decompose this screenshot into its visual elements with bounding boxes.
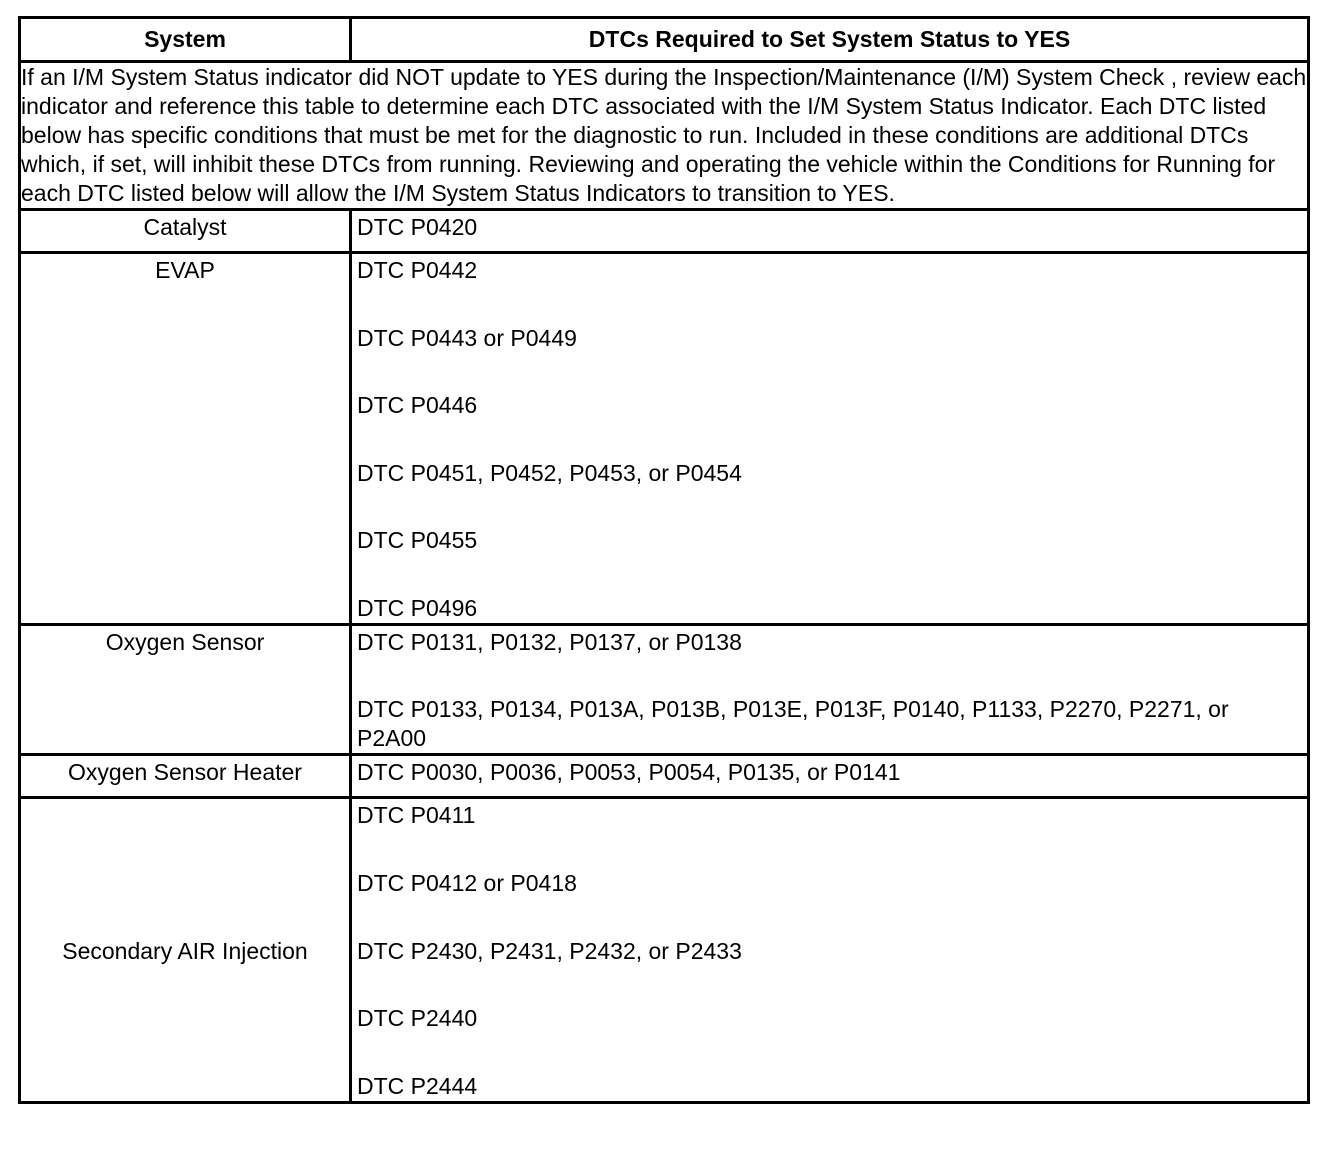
table-row-secondary-air-injection	[20, 798, 1309, 1103]
system-name: EVAP	[20, 253, 351, 625]
table-row-evap	[20, 253, 1309, 625]
dtc-item: DTC P0420	[357, 214, 478, 240]
header-dtcs: DTCs Required to Set System Status to YES	[351, 18, 1309, 62]
dtc-item: DTC P2430, P2431, P2432, or P2433	[357, 938, 742, 964]
dtc-item: DTC P2440	[357, 1005, 478, 1031]
table-row-oxygen-sensor	[20, 625, 1309, 755]
dtc-item: DTC P0446	[357, 392, 478, 418]
im-system-dtc-table	[18, 16, 1310, 1104]
dtc-item: DTC P0496	[357, 595, 478, 621]
intro-text: If an I/M System Status indicator did NOT update to YES during the Inspection/Maintenance (I/M) System Check , review each indicator and reference this table to determine each DTC associated with the I/M System Status Indicator. Each DTC listed below has specific conditions that must be met for the diagnostic to run. Included in these conditions are additional DTCs which, if set, will inhibit these DTCs from running. Reviewing and operating the vehicle within the Conditions for Running for each DTC listed below will allow the I/M System Status Indicators to transition to YES.	[20, 62, 1309, 210]
system-name: Secondary AIR Injection	[20, 798, 351, 1103]
dtc-item: DTC P0412 or P0418	[357, 870, 577, 896]
dtc-list	[351, 798, 1309, 1103]
dtc-item: DTC P0451, P0452, P0453, or P0454	[357, 460, 742, 486]
header-system: System	[20, 18, 351, 62]
dtc-item: DTC P0133, P0134, P013A, P013B, P013E, P013F, P0140, P1133, P2270, P2271, or P2A00	[357, 696, 1229, 751]
dtc-item: DTC P0442	[357, 257, 478, 283]
dtc-item: DTC P0131, P0132, P0137, or P0138	[357, 629, 742, 655]
dtc-item: DTC P2444	[357, 1073, 478, 1099]
system-name: Oxygen Sensor Heater	[20, 755, 351, 798]
table-row-catalyst	[20, 210, 1309, 253]
dtc-item: DTC P0443 or P0449	[357, 325, 577, 351]
system-name: Catalyst	[20, 210, 351, 253]
dtc-item: DTC P0411	[357, 802, 476, 828]
dtc-list	[351, 253, 1309, 625]
system-name: Oxygen Sensor	[20, 625, 351, 755]
dtc-list	[351, 755, 1309, 798]
table-row-oxygen-sensor-heater	[20, 755, 1309, 798]
intro-row	[20, 62, 1309, 210]
table-header-row	[20, 18, 1309, 62]
dtc-list	[351, 210, 1309, 253]
dtc-item: DTC P0030, P0036, P0053, P0054, P0135, or P0141	[357, 759, 901, 785]
dtc-item: DTC P0455	[357, 527, 478, 553]
dtc-list	[351, 625, 1309, 755]
